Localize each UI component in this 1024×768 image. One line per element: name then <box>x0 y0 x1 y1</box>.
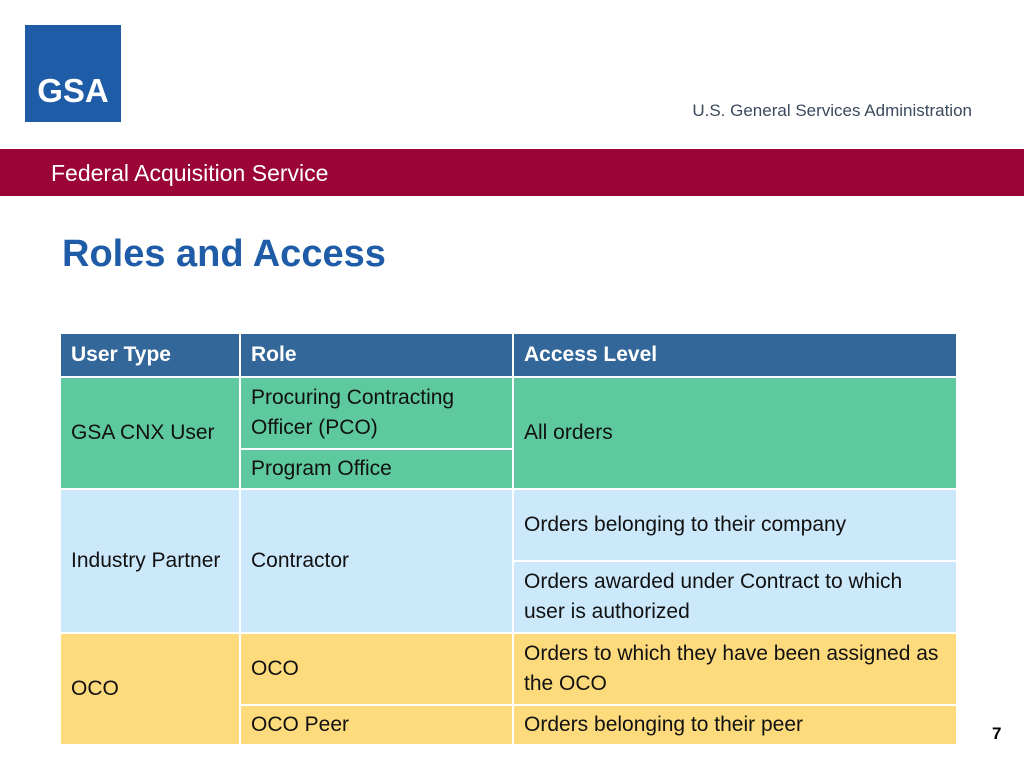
user-type-cell: OCO <box>60 633 240 745</box>
role-cell: Procuring Contracting Officer (PCO) <box>240 377 513 449</box>
table-row <box>60 377 957 449</box>
role-cell: Contractor <box>240 489 513 633</box>
header-role: Role <box>240 333 513 377</box>
service-banner <box>0 149 1024 196</box>
access-cell: Orders belonging to their peer <box>513 705 957 745</box>
access-cell: Orders to which they have been assigned as the OCO <box>513 633 957 705</box>
role-cell: OCO Peer <box>240 705 513 745</box>
table-row <box>60 489 957 561</box>
user-type-cell: GSA CNX User <box>60 377 240 489</box>
access-cell: All orders <box>513 377 957 489</box>
access-cell: Orders awarded under Contract to which user is authorized <box>513 561 957 633</box>
header-user-type: User Type <box>60 333 240 377</box>
roles-access-table <box>59 332 958 746</box>
table-row <box>60 633 957 705</box>
header-access-level: Access Level <box>513 333 957 377</box>
role-cell: OCO <box>240 633 513 705</box>
user-type-cell: Industry Partner <box>60 489 240 633</box>
banner-title: Federal Acquisition Service <box>51 160 329 186</box>
role-cell: Program Office <box>240 449 513 489</box>
table-header-row <box>60 333 957 377</box>
page-number: 7 <box>992 724 1002 743</box>
access-cell: Orders belonging to their company <box>513 489 957 561</box>
gsa-logo <box>25 25 121 122</box>
gsa-logo-text: GSA <box>37 72 109 109</box>
slide-title: Roles and Access <box>62 233 386 275</box>
agency-name: U.S. General Services Administration <box>692 101 972 120</box>
